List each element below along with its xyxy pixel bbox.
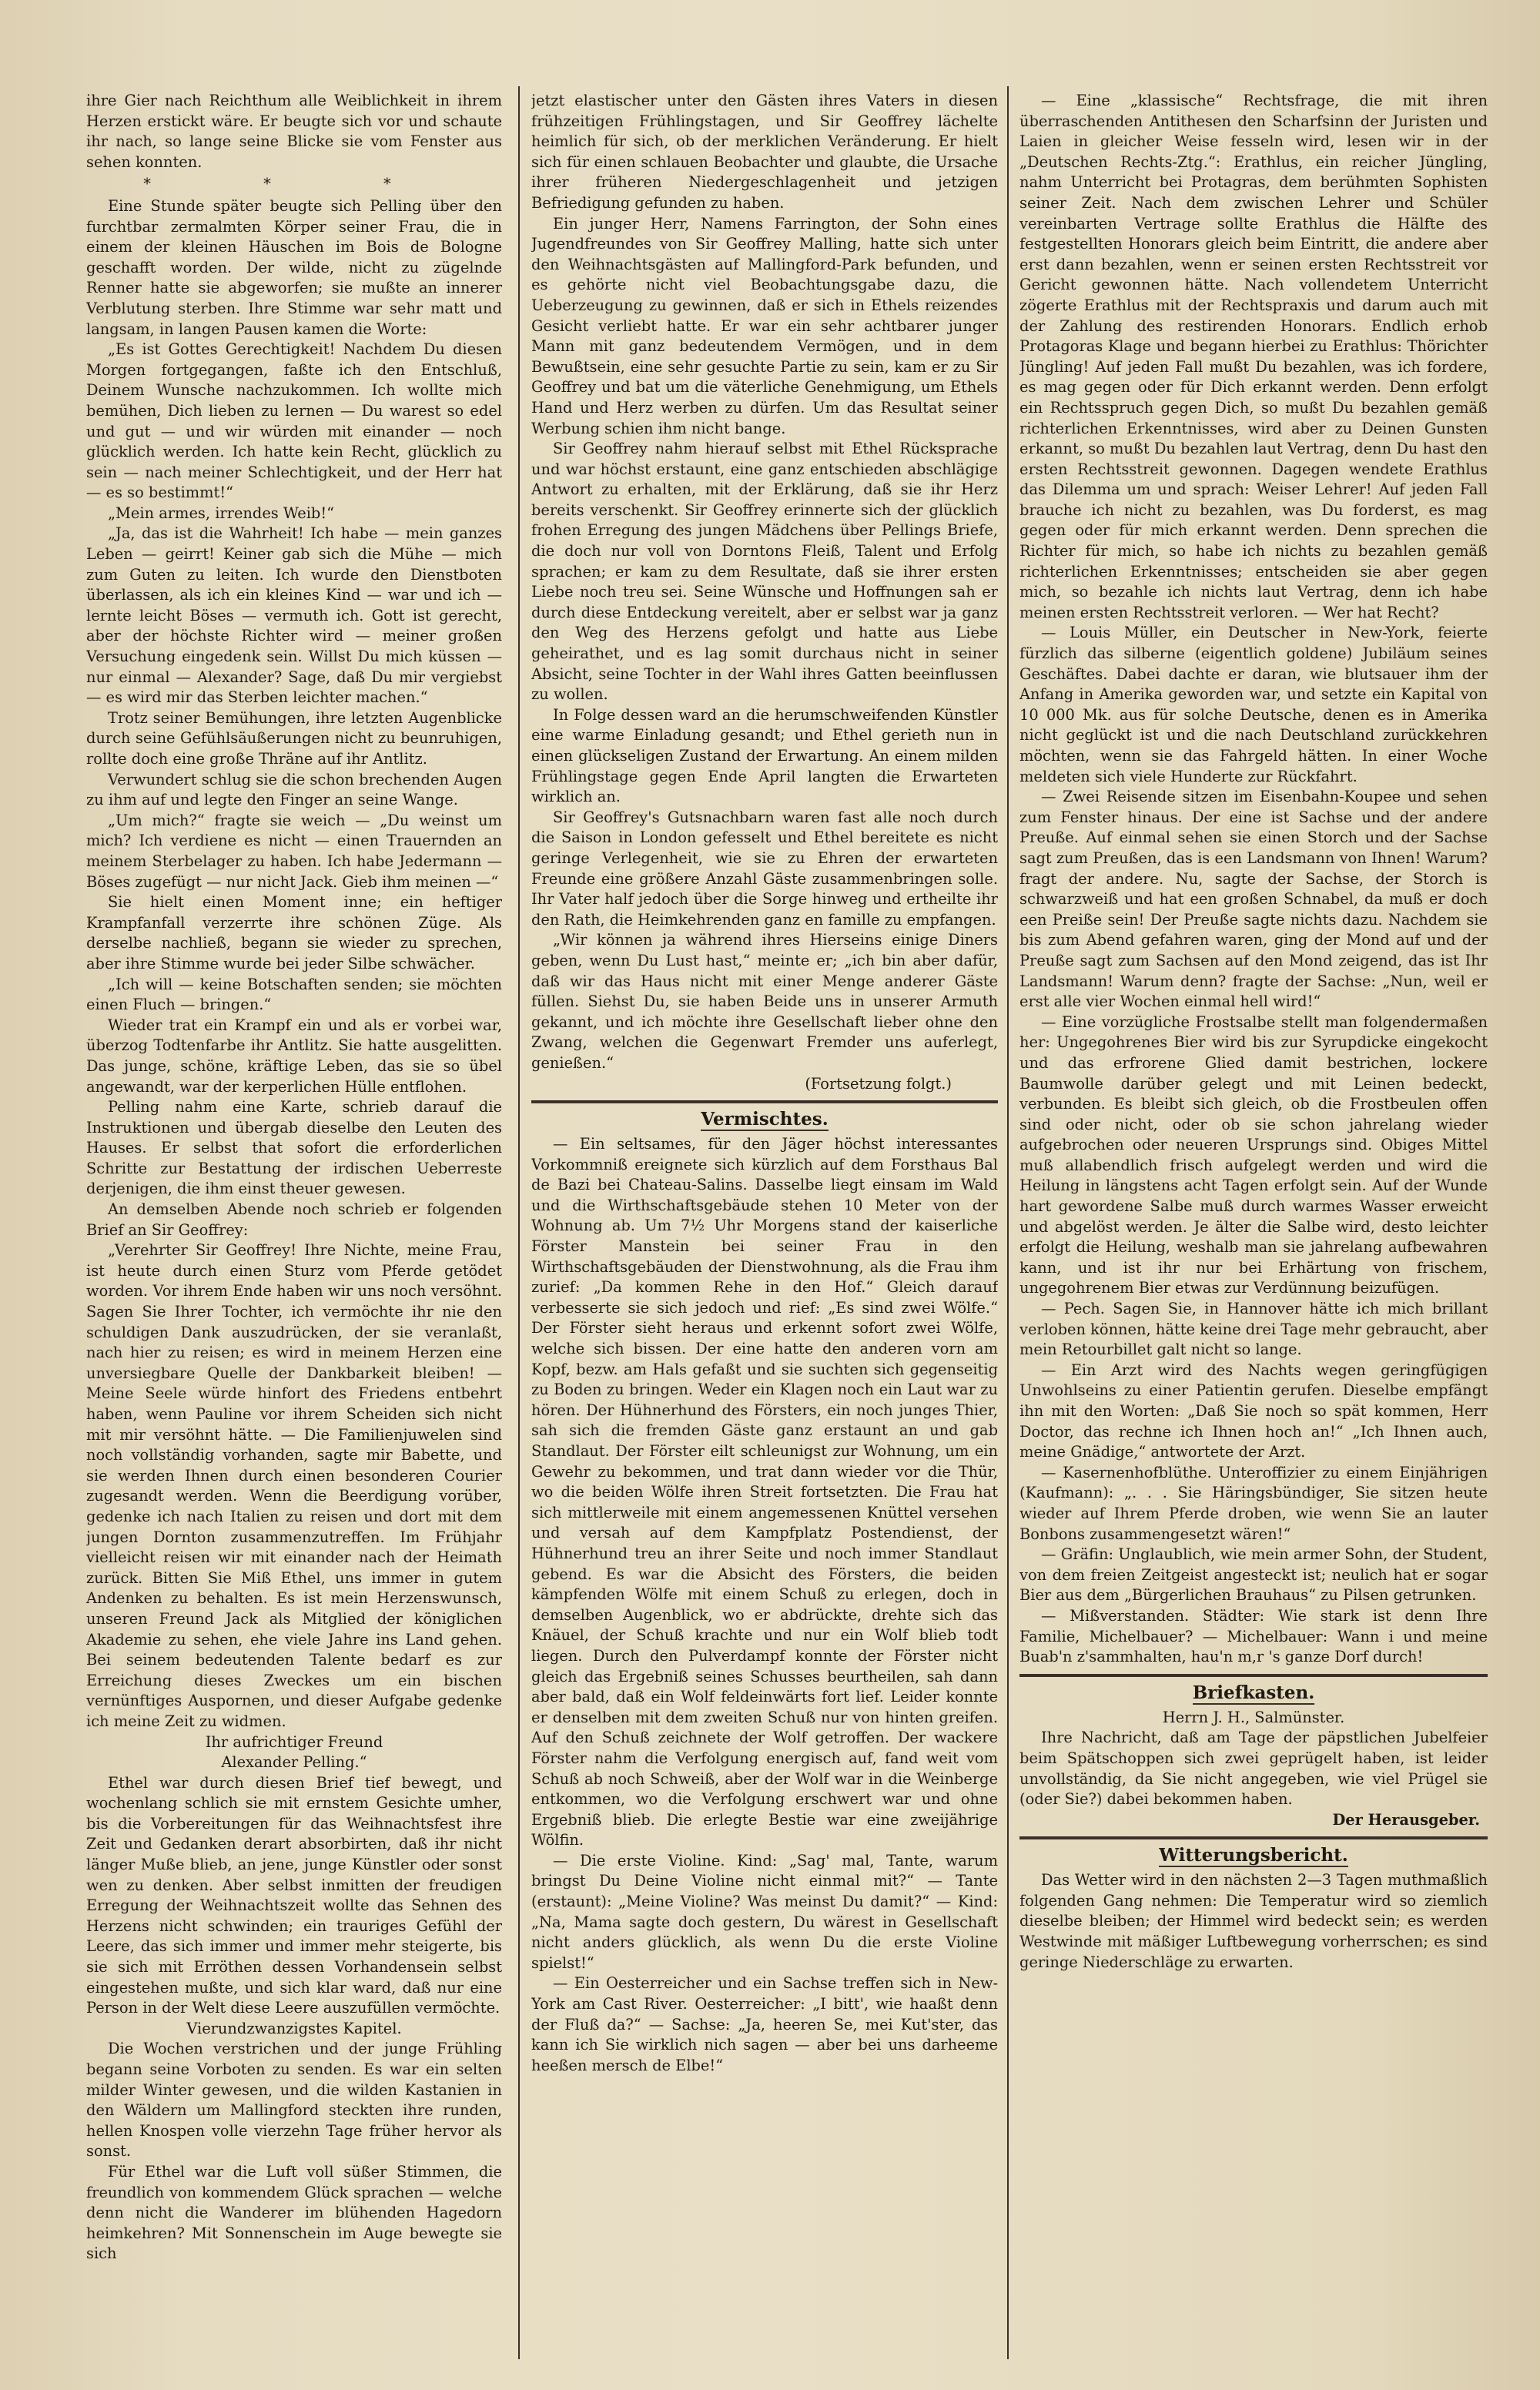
column-divider [1007, 86, 1009, 2359]
paragraph: Sir Geoffrey's Gutsnachbarn waren fast alle noch durch die Saison in London gefesselt und Ethel bereitete es nicht geringe Verlegenheit, wie sie zu Ehren der erwarteten Freunde eine größere Anzahl Gäste zusammenbringen solle. Ihr Vater half jedoch über die Sorge hinweg und ertheilte ihr den Rath, die Heimkehrenden ganz en famille zu empfangen. [531, 808, 998, 929]
paragraph: „Es ist Gottes Gerechtigkeit! Nachdem Du diesen Morgen fortgegangen, faßte ich den Entschluß, Deinem Wunsche nachzukommen. Ich wollte mich bemühen, Dich lieben zu lernen — Du warest so edel und gut — und wir würden mit einander — noch glücklich werden. Ich hatte kein Recht, glücklich zu sein — nach meiner Schlechtigkeit, und der Herr hat — es so bestimmt!“ [86, 340, 502, 502]
misc-item: — Die erste Violine. Kind: „Sag' mal, Tante, warum bringst Du Deine Violine nicht einmal mit?“ — Tante (erstaunt): „Meine Violine? Was meinst Du damit?“ — Kind: „Na, Mama sagte doch gestern, Du wärest in Gesellschaft nicht anders glücklich, als wenn Du die erste Violine spielst!“ [531, 1851, 998, 1972]
paragraph: Ethel war durch diesen Brief tief bewegt, und wochenlang schlich sie mit ernstem Gesichte umher, bis die Vorbereitungen für das Weihnachtsfest ihre Zeit und Gedanken derart absorbirten, daß ihr nicht länger Muße blieb, an jene, junge Künstler oder sonst wen zu denken. Aber selbst inmitten der freudigen Erregung der Weihnachtszeit wollte das Sehnen des Herzens nicht schwinden; ein trauriges Gefühl der Leere, das sich immer und immer mehr steigerte, bis sie sich mit Erröthen dessen Vorhandensein selbst eingestehen mußte, und sich klar ward, daß nur eine Person in der Welt diese Leere auszufüllen vermöchte. [86, 1773, 502, 2017]
misc-item: — Mißverstanden. Städter: Wie stark ist denn Ihre Familie, Michelbauer? — Michelbauer: Wann i und meine Buab'n z'sammhalten, hau'n m,r 's ganze Dorf durch! [1019, 1606, 1488, 1666]
section-rule [1019, 1836, 1488, 1839]
misc-item: — Zwei Reisende sitzen im Eisenbahn-Koupee und sehen zum Fenster hinaus. Der eine ist Sachse und der andere Preuße. Auf einmal sehen sie einen Storch und der Sachse sagt zum Preußen, das is een Landsmann von Ihnen! Warum? fragt der andere. Nu, sagte der Sachse, der Storch is schwarzweiß und hat een großen Schnabel, da muß er doch een Preiße sein! Der Preuße sagte nichts dazu. Nachdem sie bis zum Abend gefahren waren, ging der Mond auf und der Preuße sagt zum Sachsen auf den Mond zeigend, das ist Ihr Landsmann! Warum denn? fragte der Sachse: „Nun, weil er erst alle vier Wochen einmal hell wird!“ [1019, 788, 1488, 1011]
chapter-heading: Vierundzwanzigstes Kapitel. [186, 2019, 402, 2037]
misc-item: — Ein Arzt wird des Nachts wegen geringfügigen Unwohlseins zu einer Patientin gerufen. Dieselbe empfängt ihn mit den Worten: „Daß Sie noch so spät kommen, Herr Doctor, das rechne ich Ihnen hoch an!“ „Ich Ihnen auch, meine Gnädige,“ antwortete der Arzt. [1019, 1361, 1488, 1461]
paragraph: „Ja, das ist die Wahrheit! Ich habe — mein ganzes Leben — geirrt! Keiner gab sich die Mühe — mich zum Guten zu leiten. Ich wurde den Dienstboten überlassen, als ich ein kleines Kind — war und ich — lernte leicht Böses — vermuth ich. Gott ist gerecht, aber der höchste Richter wird — meiner großen Versuchung eingedenk sein. Willst Du mich küssen — nur einmal — Alexander? Sage, daß Du mir vergiebst — es wird mir das Sterben leichter machen.“ [86, 524, 502, 707]
paragraph: Sir Geoffrey nahm hierauf selbst mit Ethel Rücksprache und war höchst erstaunt, eine ganz entschieden abschlägige Antwort zu erhalten, mit der Erklärung, daß sie ihr Herz bereits verschenkt. Sir Geoffrey erinnerte sich der glücklich frohen Erregung des jungen Mädchens über Pellings Briefe, die doch nur voll von Dorntons Fleiß, Talent und Erfolg sprachen; er kam zu dem Resultate, daß sie ihrer ersten Liebe noch treu sei. Seine Wünsche und Hoffnungen sah er durch diese Entdeckung vereitelt, aber er selbst war ja ganz den Weg des Herzens gefolgt und hatte aus Liebe geheirathet, und es lag somit durchaus nicht in seiner Absicht, seine Tochter in der Wahl ihres Gatten beeinflussen zu wollen. [531, 440, 998, 704]
paragraph: Pelling nahm eine Karte, schrieb darauf die Instruktionen und übergab dieselbe den Leuten des Hauses. Er selbst that sofort die erforderlichen Schritte zur Bestattung der irdischen Ueberreste derjenigen, die ihm einst theuer gewesen. [86, 1098, 502, 1198]
column-middle [531, 91, 998, 2359]
misc-item: — Ein Oesterreicher und ein Sachse treffen sich in New-York am Cast River. Oesterreicher: „I bitt', wie haaßt denn der Fluß da?“ — Sachse: „Ja, heeren Se, mei Kut'ster, das kann ich Sie wirklich nich sagen — aber bei uns darheeme heeßen mersch de Elbe!“ [531, 1974, 998, 2074]
weather-text: Das Wetter wird in den nächsten 2—3 Tagen muthmaßlich folgenden Gang nehmen: Die Temperatur wird so ziemlich dieselbe bleiben; der Himmel wird bedeckt sein; es werden Westwinde mit mäßiger Luftbewegung vorherrschen; es sind geringe Niederschläge zu erwarten. [1019, 1871, 1488, 1971]
letterbox-signature: Der Herausgeber. [1332, 1810, 1480, 1829]
misc-item: — Eine „klassische“ Rechtsfrage, die mit ihren überraschenden Antithesen den Scharfsinn der Juristen und Laien in gleicher Weise fesseln wird, lesen wir in der „Deutschen Rechts-Ztg.“: Erathlus, ein reicher Jüngling, nahm Unterricht bei Protagras, dem berühmten Sophisten seiner Zeit. Nach dem zwischen Lehrer und Schüler vereinbarten Vertrage sollte Erathlus die Hälfte des festgestellten Honorars gleich beim Eintritt, die andere aber erst dann bezahlen, wenn er seinen ersten Rechtsstreit vor Gericht gewonnen hätte. Nach vollendetem Unterricht zögerte Erathlus mit der Rechtspraxis und darum auch mit der Zahlung des restirenden Honorars. Endlich erhob Protagoras Klage und begann hierbei zu Erathlus: Thörichter Jüngling! Auf jeden Fall mußt Du bezahlen, was ich fordere, es mag gegen oder für Dich erkannt werden. Denn erfolgt ein Rechtsspruch gegen Dich, so mußt Du bezahlen gemäß richterlichen Erkenntnisses, wird aber zu Deinen Gunsten erkannt, so mußt Du bezahlen laut Vertrag, denn Du hast den ersten Rechtsstreit gewonnen. Dagegen wendete Erathlus das Dilemma um und sprach: Weiser Lehrer! Auf jeden Fall brauche ich nicht zu bezahlen, was Du forderst, es mag gegen oder für mich erkannt werden. Denn sprechen die Richter für mich, so habe ich nichts zu bezahlen gemäß richterlichen Erkenntnisses; entscheiden sie aber gegen mich, so bezahle ich nichts laut Vertrag, denn ich habe meinen ersten Rechtsstreit verloren. — Wer hat Recht? [1019, 92, 1488, 621]
letter-closing: Ihr aufrichtiger Freund [205, 1732, 383, 1751]
paragraph: „Wir können ja während ihres Hierseins einige Diners geben, wenn Du Lust hast,“ meinte er; „ich bin aber dafür, daß wir das Haus nicht mit einer Menge anderer Gäste füllen. Siehst Du, sie haben Beide uns in unserer Armuth gekannt, und ich möchte ihre Gesellschaft lieber ohne den Zwang, welchen die Gegenwart Fremder uns auferlegt, genießen.“ [531, 931, 998, 1072]
section-separator: * * * [143, 175, 445, 193]
section-heading-text: Briefkasten. [1192, 1682, 1315, 1703]
misc-item: — Pech. Sagen Sie, in Hannover hätte ich mich brillant verloben können, hätte keine drei Tage mehr gebraucht, aber mein Retourbillet galt nicht so lange. [1019, 1300, 1488, 1359]
paragraph: Verwundert schlug sie die schon brechenden Augen zu ihm auf und legte den Finger an seine Wange. [86, 770, 502, 809]
paragraph: „Mein armes, irrendes Weib!“ [108, 504, 335, 522]
paragraph: „Um mich?“ fragte sie weich — „Du weinst um mich? Ich verdiene es nicht — einen Trauernden an meinem Sterbelager zu haben. Ich habe Jedermann — Böses zugefügt — nur nicht Jack. Gieb ihm meinen —“ [86, 811, 502, 891]
continuation-note: (Fortsetzung folgt.) [805, 1074, 952, 1093]
letter-text: „Verehrter Sir Geoffrey! Ihre Nichte, meine Frau, ist heute durch einen Sturz vom Pferde getödet worden. Vor ihrem Ende haben wir uns noch versöhnt. Sagen Sie Ihrer Tochter, ich vermöchte ihr nie den schuldigen Dank auszudrücken, der sie veranlaßt, nach hier zu reisen; es wird in meinem Herzen eine unversiegbare Quelle der Dankbarkeit bleiben! — Meine Seele würde hinfort des Friedens entbehrt haben, wenn Pauline vor ihrem Scheiden sich nicht mit mir versöhnt hätte. — Die Familienjuwelen sind noch vollständig vorhanden, sagte mir Babette, und sie werden Ihnen durch einen besonderen Courier zugesandt werden. Wenn die Beerdigung vorüber, gedenke ich nach Italien zu reisen und dort mit dem jungen Dornton zusammenzutreffen. Im Frühjahr vielleicht reisen wir mit einander nach der Heimath zurück. Bitten Sie Miß Ethel, uns immer in gutem Andenken zu behalten. Es ist mein Herzenswunsch, unseren Freund Jack als Mitglied der königlichen Akademie zu sehen, ehe viele Jahre ins Land gehen. Bei seinem bedeutenden Talente bedarf es zur Erreichung dieses Zweckes um ein bischen vernünftiges Auspornen, und dieser Aufgabe gedenke ich meine Zeit zu widmen. [86, 1241, 502, 1730]
misc-item: — Ein seltsames, für den Jäger höchst interessantes Vorkommniß ereignete sich kürzlich auf dem Forsthaus Bal de Bazi bei Chateau-Salins. Dasselbe liegt einsam im Wald und die Wirthschaftsgebäude stehen 10 Meter von der Wohnung ab. Um 7½ Uhr Morgens stand der kaiserliche Förster Manstein bei seiner Frau in den Wirthschaftsgebäuden der Dienstwohnung, als die Frau ihm zurief: „Da kommen Rehe in den Hof.“ Gleich darauf verbesserte sie sich jedoch und rief: „Es sind zwei Wölfe.“ Der Förster sieht heraus und erkennt sofort zwei Wölfe, welche sich bissen. Der eine hatte den anderen vorn am Kopf, bezw. am Hals gefaßt und sie suchten sich gegenseitig zu Boden zu bringen. Weder ein Klagen noch ein Laut war zu hören. Der Hühnerhund des Försters, ein noch junges Thier, sah sich die fremden Gäste ganz erstaunt an und gab Standlaut. Der Förster eilt schleunigst zur Wohnung, um ein Gewehr zu bekommen, und trat dann wieder vor die Thür, wo die beiden Wölfe ihren Streit fortsetzten. Die Frau hat sich mittlerweile mit einem angemessenen Knüttel versehen und versah auf dem Kampfplatz Postendienst, der Hühnerhund treu an ihrer Seite und noch immer Standlaut gebend. Es war die Absicht des Försters, die beiden kämpfenden Wölfe mit einem Schuß zu erlegen, doch in demselben Augenblick, wo er abdrückte, drehte sich das Knäuel, der Schuß krachte und nur ein Wolf blieb todt liegen. Durch den Pulverdampf konnte der Förster nicht gleich das Ergebniß seines Schusses beurtheilen, sah dann aber bald, daß ein Wolf feldeinwärts fort lief. Leider konnte er denselben mit dem zweiten Schuß nur von hinten greifen. Auf den Schuß zeichnete der Wolf getroffen. Der wackere Förster nahm die Verfolgung energisch auf, fand weit vom Schuß ab noch Schweiß, aber der Wolf war in die Weinberge entkommen, wo die Verfolgung erschwert war und ohne Ergebniß blieb. Die erlegte Bestie war eine zweijährige Wölfin. [531, 1135, 998, 1849]
column-left [86, 91, 502, 2359]
misc-item: — Eine vorzügliche Frostsalbe stellt man folgendermaßen her: Ungegohrenes Bier wird bis zur Syrupdicke eingekocht und das erfrorene Glied damit bestrichen, lockere Baumwolle darüber gelegt und mit Leinen bedeckt, verbunden. Es bleibt sich gleich, ob die Frostbeulen offen sind oder nicht, oder ob sie schon jahrelang wieder aufgebrochen oder neueren Ursprungs sind. Obiges Mittel muß allabendlich frisch aufgelegt werden und wird die Heilung in längstens acht Tagen erfolgt sein. Auf der Wunde hart gewordene Salbe muß durch warmes Wasser erweicht und abgelöst werden. Je älter die Salbe wird, desto leichter erfolgt die Heilung, weshalb man sie jahrelang aufbewahren kann, und ist ihr nur bei Erhärtung von frischem, ungegohrenem Bier etwas zur Verdünnung beizufügen. [1019, 1013, 1488, 1297]
section-rule [1019, 1674, 1488, 1677]
section-rule [531, 1100, 998, 1103]
paragraph: Die Wochen verstrichen und der junge Frühling begann seine Vorboten zu senden. Es war ein selten milder Winter gewesen, und die wilden Kastanien in den Wäldern um Mallingford steckten ihre runden, hellen Knospen volle vierzehn Tage früher hervor als sonst. [86, 2040, 502, 2161]
section-heading-text: Witterungsbericht. [1159, 1845, 1348, 1866]
misc-item: — Louis Müller, ein Deutscher in New-York, feierte fürzlich das silberne (eigentlich goldene) Jubiläum seines Geschäftes. Dabei dachte er daran, wie blutsauer ihm der Anfang in Amerika geworden war, und setzte ein Kapital von 10 000 Mk. aus für solche Deutsche, denen es in Amerika nicht geglückt ist und die nach Deutschland zurückkehren möchten, wenn sie das Fahrgeld hätten. In einer Woche meldeten sich viele Hunderte zur Rückfahrt. [1019, 624, 1488, 785]
letterbox-text: Ihre Nachricht, daß am Tage der päpstlichen Jubelfeier beim Spätschoppen sich zwei geprügelt haben, ist leider unvollständig, da Sie nicht angegeben, wie viel Prügel sie (oder Sie?) dabei bekommen haben. [1019, 1729, 1488, 1809]
section-heading-misc [531, 1108, 998, 1131]
letter-signature: Alexander Pelling.“ [221, 1753, 367, 1772]
paragraph: „Ich will — keine Botschaften senden; sie möchten einen Fluch — bringen.“ [86, 975, 502, 1014]
misc-item: — Kasernenhofblüthe. Unteroffizier zu einem Einjährigen (Kaufmann): „. . . Sie Häringsbündiger, Sie sitzen heute wieder auf Ihrem Pferde droben, wie wenn Sie an lauter Bonbons zusammengesetzt wären!“ [1019, 1463, 1488, 1543]
misc-item: — Gräfin: Unglaublich, wie mein armer Sohn, der Student, von dem freien Zeitgeist angesteckt ist; neulich hat er sogar Bier aus dem „Bürgerlichen Brauhaus“ zu Pilsen getrunken. [1019, 1545, 1488, 1605]
column-divider [518, 86, 520, 2359]
section-heading-letterbox [1019, 1682, 1488, 1705]
paragraph: Ein junger Herr, Namens Farrington, der Sohn eines Jugendfreundes von Sir Geoffrey Malling, hatte sich unter den Weihnachtsgästen auf Mallingford-Park befunden, und es gehörte nicht viel Beobachtungsgabe dazu, die Ueberzeugung zu gewinnen, daß er sich in Ethels reizendes Gesicht verliebt hatte. Er war ein sehr achtbarer junger Mann mit ganz bedeutendem Vermögen, und in dem Bewußtsein, eine sehr gesuchte Partie zu sein, kam er zu Sir Geoffrey und bat um die väterliche Genehmigung, um Ethels Hand und Herz werben zu dürfen. Um das Resultat seiner Werbung schien ihm nicht bange. [531, 214, 998, 437]
paragraph: An demselben Abende noch schrieb er folgenden Brief an Sir Geoffrey: [86, 1200, 502, 1239]
paragraph: Trotz seiner Bemühungen, ihre letzten Augenblicke durch seine Gefühlsäußerungen nicht zu beunruhigen, rollte doch eine große Thräne auf ihr Antlitz. [86, 708, 502, 768]
paragraph: Sie hielt einen Moment inne; ein heftiger Krampfanfall verzerrte ihre schönen Züge. Als derselbe nachließ, begann sie wieder zu sprechen, aber ihre Stimme wurde bei jeder Silbe schwächer. [86, 893, 502, 972]
paragraph: ihre Gier nach Reichthum alle Weiblichkeit in ihrem Herzen erstickt wäre. Er beugte sich vor und schaute ihr nach, so lange seine Blicke sie vom Fenster aus sehen konnten. [86, 92, 502, 171]
paragraph: In Folge dessen ward an die herumschweifenden Künstler eine warme Einladung gesandt; und Ethel gerieth nun in einen glückseligen Zustand der Erwartung. An einem milden Frühlingstage gegen Ende April langten die Erwarteten wirklich an. [531, 705, 998, 806]
section-heading-weather [1019, 1844, 1488, 1867]
paragraph: Für Ethel war die Luft voll süßer Stimmen, die freundlich von kommendem Glück sprachen — welche denn nicht die Wanderer im blühenden Hagedorn heimkehren? Mit Sonnenschein im Auge bewegte sie sich [86, 2162, 502, 2263]
letterbox-addressee: Herrn J. H., Salmünster. [1162, 1708, 1345, 1726]
paragraph: Eine Stunde später beugte sich Pelling über den furchtbar zermalmten Körper seiner Frau, die in einem der kleinen Häuschen im Bois de Bologne geschafft worden. Der wilde, nicht zu zügelnde Renner hatte sie abgeworfen; sie mußte an innerer Verblutung sterben. Ihre Stimme war sehr matt und langsam, in langen Pausen kamen die Worte: [86, 196, 502, 338]
section-heading-text: Vermischtes. [701, 1109, 829, 1130]
column-right [1019, 91, 1488, 2359]
paragraph: jetzt elastischer unter den Gästen ihres Vaters in diesen frühzeitigen Frühlingstagen, und Sir Geoffrey lächelte heimlich für sich, ob der merklichen Veränderung. Er hielt sich für einen schlauen Beobachter und glaubte, die Ursache ihrer früheren Niedergeschlagenheit und jetzigen Befriedigung gefunden zu haben. [531, 92, 998, 212]
paragraph: Wieder trat ein Krampf ein und als er vorbei war, überzog Todtenfarbe ihr Antlitz. Sie hatte ausgelitten. Das junge, schöne, kräftige Leben, das sie so übel angewandt, war der kerperlichen Hülle entflohen. [86, 1016, 502, 1096]
